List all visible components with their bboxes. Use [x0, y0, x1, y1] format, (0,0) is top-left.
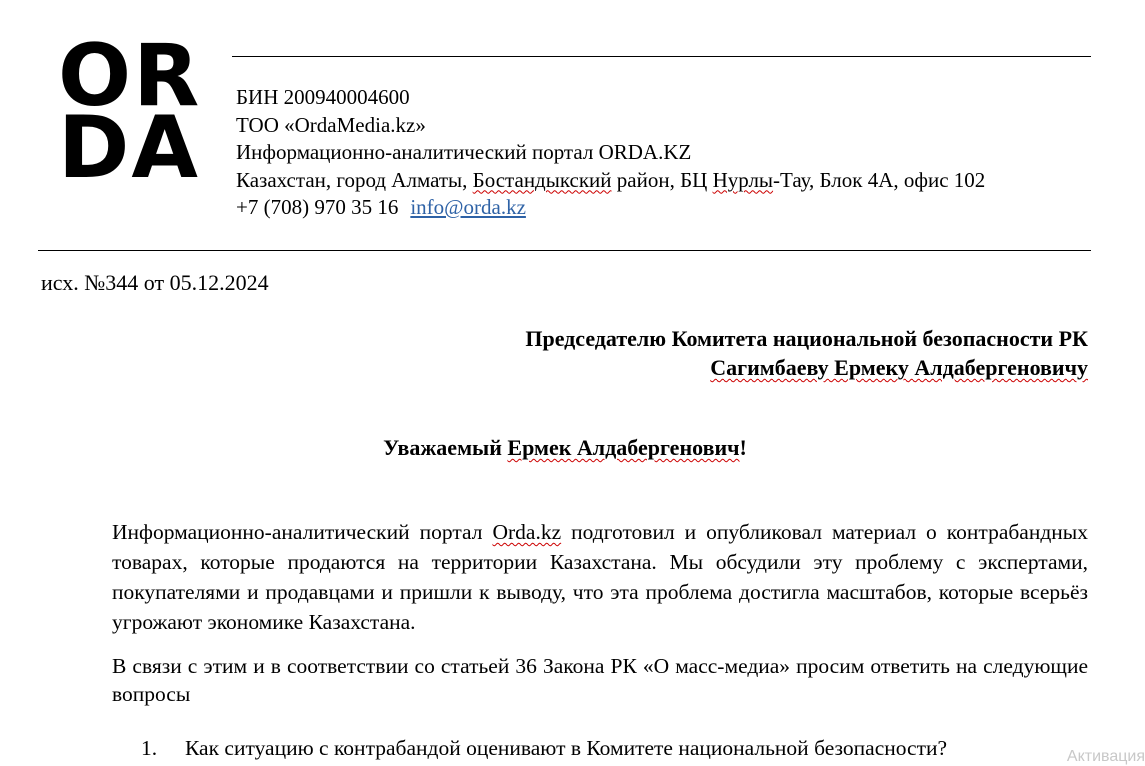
paragraph-1: Информационно-аналитический портал Orda.kz подготовил и опубликовал материал о контрабандных товарах, которые продаются на территории Казахстана. Мы обсудили эту проблему с экспертами, покупателями и продавцами и пришли к выводу, что эта проблема достигла масштабов, которые всерьёз угрожают экономике Казахстана. [112, 520, 1088, 634]
greeting: Уважаемый Ермек Алдабергенович! [383, 435, 747, 460]
company-bin: БИН 200940004600 [236, 85, 410, 109]
letterhead-details [236, 84, 985, 222]
header-top-rule [232, 56, 1091, 57]
activation-watermark: Активация [1066, 748, 1145, 765]
company-name: ТОО «OrdaMedia.kz» [236, 112, 426, 137]
company-address: Казахстан, город Алматы, Бостандыкский район, БЦ Нурлы-Тау, Блок 4А, офис 102 [236, 167, 986, 192]
site-name: Orda.kz [492, 520, 562, 544]
header-bottom-rule [38, 250, 1091, 251]
addressee-name: Сагимбаеву Ермеку Алдабергеновичу [710, 355, 1088, 380]
paragraph-2: В связи с этим и в соответствии со статьей 36 Закона РК «О масс-медиа» просим ответить на следующие вопросы [112, 654, 1088, 706]
logo-line-2: DA [58, 98, 200, 198]
portal-name: Информационно-аналитический портал ORDA.KZ [236, 140, 692, 164]
orda-logo [58, 26, 202, 198]
question-number: 1. [141, 736, 158, 760]
addressee-block [525, 324, 1088, 382]
outgoing-reference: исх. №344 от 05.12.2024 [41, 270, 269, 295]
phone-number: +7 (708) 970 35 16 [236, 195, 399, 219]
logo-line-1: OR [58, 26, 202, 126]
email-link[interactable]: info@orda.kz [410, 195, 526, 219]
addressee-title: Председателю Комитета национальной безопасности РК [525, 326, 1088, 351]
question-text: Как ситуацию с контрабандой оценивают в Комитете национальной безопасности? [185, 736, 948, 760]
contact-line [236, 194, 985, 222]
